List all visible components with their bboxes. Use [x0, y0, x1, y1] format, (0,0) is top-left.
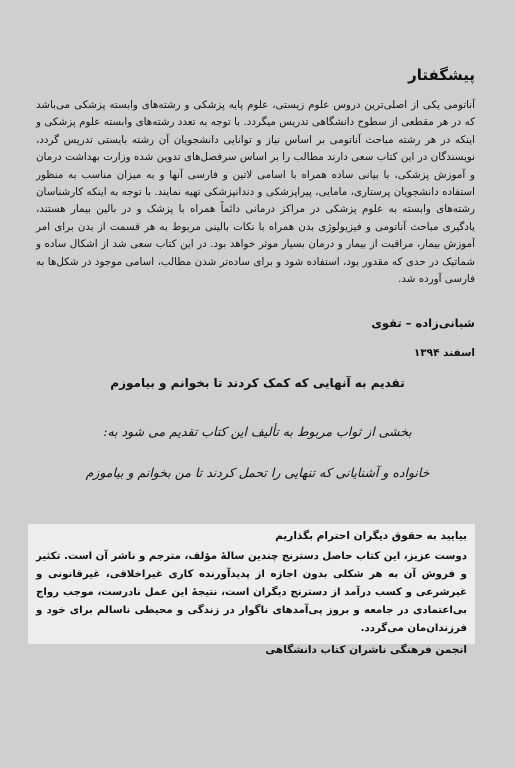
- notice-body: دوست عزیز، این کتاب حاصل دسترنج چندین سالهٔ مؤلف، مترجم و ناشر آن است. تکثیر و فروش آن به هر شکلی بدون اجازه از پدیدآورنده کاری غیراخلاقی، غیرقانونی و غیرشرعی و کسب درآمد از دسترنج دیگران است، نتیجهٔ این عمل نادرست، موجب رواج بی‌اعتمادی در جامعه و بروز پی‌آمدهای ناگوار در زندگی و محیطی ناسالم برای خود و فرزندان‌مان می‌گردد.: [36, 551, 467, 634]
- publication-date: اسفند ۱۳۹۴: [413, 347, 475, 359]
- dedication-line-1: بخشی از ثواب مربوط به تألیف این کتاب تقدیم می شود به:: [103, 424, 412, 439]
- dedication-heading: تقدیم به آنهایی که کمک کردند تا بخوانم و بیاموزم: [110, 376, 405, 390]
- page-title: پیشگفتار: [408, 66, 475, 84]
- preface-paragraph: آناتومی یکی از اصلی‌ترین دروس علوم زیستی، علوم پایه پزشکی و رشته‌های وابسته پزشکی می‌باشد که در هر مقطعی از سطوح دانشگاهی تدریس میگردد. با توجه به تعدد رشته‌های وابسته علوم پزشکی و اینکه در هر رشته مباحث آناتومی بر اساس نیاز و توانایی دانشجویان آن رشته بایستی تدریس گردد، نویسندگان در این کتاب سعی دارند مطالب را بر اساس سرفصل‌های تدوین شده وزارت بهداشت درمان و آموزش پزشکی، با بیانی ساده همراه با اسامی لاتین و فارسی آنها و به میزان مناسب به منظور استفاده دانشجویان پرستاری، مامایی، پیراپزشکی و دندانپزشکی تهیه نمایند. با توجه به اینکه کارشناسان رشته‌های وابسته به علوم پزشکی در مراکز درمانی دائماً همراه با پزشک و در بالین بیمار هستند، یادگیری مباحث آناتومی و فیزیولوژی بدن همراه با نکات بالینی مربوط به هر قسمت از بدن برای امر آموزش بیمار، مراقبت از بیمار و درمان بسیار موثر خواهد بود. در این کتاب سعی شد از اشکال ساده و شماتیک در حدی که مقدور بود، استفاده شود و برای ساده‌تر شدن مطالب، اسامی موجود در شکل‌ها به فارسی آورده شد.: [36, 99, 475, 286]
- copyright-notice-box: [28, 524, 475, 656]
- notice-heading: بیایید به حقوق دیگران احترام بگذاریم: [275, 530, 467, 542]
- dedication-line-2: خانواده و آشنایانی که تنهایی را تحمل کردند تا من بخوانم و بیاموزم: [85, 465, 430, 480]
- author-names: شبانی‌زاده – تقوی: [371, 316, 475, 330]
- notice-signature: انجمن فرهنگی ناشران کتاب دانشگاهی: [265, 644, 467, 656]
